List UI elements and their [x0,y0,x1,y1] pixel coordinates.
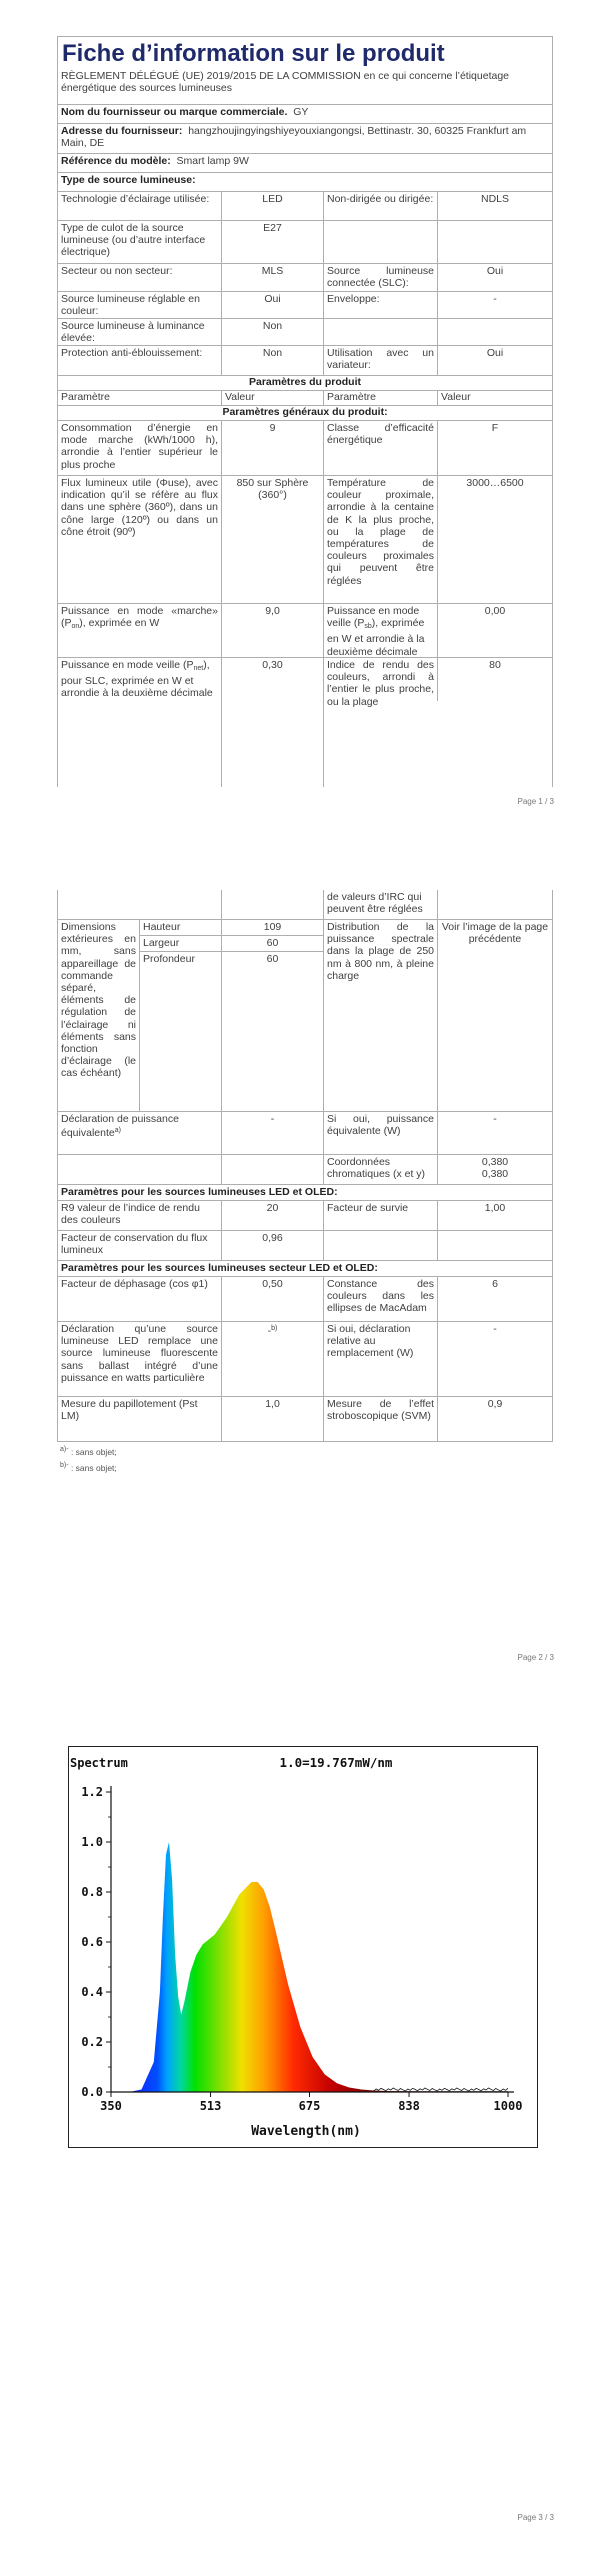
mains-row [58,1397,552,1442]
param-value: 6 [492,1278,498,1290]
type-row [58,264,552,292]
param-label: Si oui, déclaration relative au remplacement (W) [324,1322,438,1396]
supplier-name-label: Nom du fournisseur ou marque commerciale. [61,106,288,118]
model-ref-row [58,154,552,173]
param-value: 20 [222,1201,324,1230]
y-tick-label: 0.4 [81,1985,103,1999]
param-value: 850 sur Sphère (360°) [222,476,324,603]
supplier-address-value: hangzhoujingyingshiyeyouxiangongsi, Bettinastr. 30, 60325 Frankfurt am Main, DE [61,125,527,150]
param-label: Température de couleur proximale, arrondie à la centaine de K la plus proche, ou la plage de températures de couleurs proximales qui peuvent être réglées [324,476,438,603]
supplier-address-label: Adresse du fournisseur: [61,125,183,137]
x-tick-label: 1000 [493,2099,523,2113]
param-value: F [491,422,499,434]
param-label: Source lumineuse connectée (SLC): [324,264,438,291]
led-header-row [58,1185,552,1201]
y-tick-label: 1.0 [81,1835,103,1849]
dimension-name: Largeur [140,936,222,952]
dimensions-label: Dimensions extérieures en mm, sans appareillage de commande séparé, éléments de régulation de l’éclairage ni éléments sans fonction d’éclairage (le cas échéant) [58,920,140,1111]
param-label: Constance des couleurs dans les ellipses de MacAdam [324,1277,438,1321]
page-number: Page 2 / 3 [517,1653,554,1662]
supplier-name-row [58,105,552,124]
param-label: Facteur de conservation du flux lumineux [58,1231,222,1260]
param-value: 9 [222,421,324,475]
product-params-row [58,376,552,391]
param-value: 3000…6500 [466,477,524,489]
dimension-value: 60 [222,936,324,952]
param-label: Coordonnées chromatiques (x et y) [324,1155,438,1184]
y-tick-label: 0.6 [81,1935,103,1949]
param-label: Déclaration qu’une source lumineuse LED remplace une source lumineuse fluorescente sans ballast intégré d’une puissance en watts particulière [58,1322,222,1396]
param-value: 0,96 [222,1231,324,1260]
param-label: Si oui, puissance équivalente (W) [324,1112,438,1154]
param-label: Utilisation avec un variateur: [324,346,438,375]
supplier-name-value: GY [293,106,309,118]
general-params-row [58,406,552,421]
param-value: 0,30 [222,658,324,805]
param-value [438,319,552,345]
mains-header-row [58,1261,552,1277]
column-header: Paramètre [58,391,222,405]
param-value: 0,380 0,380 [481,1156,509,1181]
column-header: Valeur [222,391,324,405]
param-label: Puissance en mode «marche» $(P_{on})$, exprimée en W [58,604,222,657]
dimension-name: Hauteur [140,920,222,936]
param-label: Facteur de survie [324,1201,438,1230]
param-value: 80 [489,659,501,671]
supplier-address-row [58,124,552,154]
footnote-a: $^{a)-}$ : sans objet; [60,1446,117,1457]
column-header-row [58,391,552,406]
param-label: Source lumineuse à luminance élevée: [58,319,222,345]
param-value: Oui [486,265,504,277]
param-label: Source lumineuse réglable en couleur: [58,292,222,318]
param-value: Oui [486,347,504,359]
x-tick-label: 513 [199,2099,222,2113]
param-label [324,1231,438,1260]
chart-title: Spectrum [70,1756,128,1770]
param-label: R9 valeur de l’indice de rendu des couleurs [58,1201,222,1230]
param-value: -$^{b)}$ [222,1322,324,1396]
mains-params-heading: Paramètres pour les sources lumineuses secteur LED et OLED: [61,1262,378,1274]
param-label: Déclaration de puissance équivalente$^{a)}$ [58,1112,222,1154]
param-value: - [493,1113,497,1125]
x-axis-label: Wavelength(nm) [251,2124,361,2139]
led-row [58,1231,552,1261]
title-row [58,37,552,67]
param-row [58,476,552,604]
dimension-value: 109 [222,920,324,936]
param-label: de valeurs d’IRC qui peuvent être réglées [324,890,438,919]
param-value: LED [222,192,324,220]
column-header: Valeur [441,391,471,403]
regulation-row [58,69,552,105]
param-label [324,221,438,263]
param-label: Puissance en mode veille $(P_{sb})$, exprimée en W et arrondie à la deuxième décimale [324,604,438,657]
page-number: Page 1 / 3 [517,797,554,806]
param-label: Puissance en mode veille $(P_{net})$, pour SLC, exprimée en W et arrondie à la deuxième décimale [58,658,222,805]
param-label: Mesure de l’effet stroboscopique (SVM) [324,1397,438,1442]
param-value: Non [222,346,324,375]
dimensions-row [58,920,552,1112]
general-params-heading: Paramètres généraux du produit: [222,406,388,418]
mains-row [58,1322,552,1397]
param-row [58,421,552,476]
model-ref-label: Référence du modèle: [61,155,171,167]
type-row [58,221,552,264]
param-label [324,319,438,345]
model-ref-value: Smart lamp 9W [176,155,249,167]
dimension-value: 60 [222,952,324,1112]
param-label: Enveloppe: [324,292,438,318]
type-row [58,192,552,221]
param-label: Classe d’efficacité énergétique [324,421,438,475]
param-label: Protection anti-éblouissement: [58,346,222,375]
dimension-name: Profondeur [140,952,222,1112]
param-label: Distribution de la puissance spectrale dans la plage de 250 nm à 800 nm, à pleine charge [324,920,438,1111]
param-row [58,658,552,805]
param-value: MLS [222,264,324,291]
led-params-heading: Paramètres pour les sources lumineuses LED et OLED: [61,1186,338,1198]
param-value: Voir l’image de la page précédente [441,921,549,946]
regulation-text: RÈGLEMENT DÉLÉGUÉ (UE) 2019/2015 DE LA COMMISSION en ce qui concerne l’étiquetage énergétique des sources lumineuses [61,70,510,95]
footnote-b: $^{b)-}$ : sans objet; [60,1462,117,1473]
param-value: NDLS [480,193,509,205]
led-row [58,1201,552,1231]
type-row [58,346,552,376]
chart-annotation: 1.0=19.767mW/nm [279,1755,393,1770]
param-value: - [493,293,497,305]
param-value: 9,0 [222,604,324,657]
product-info-table [57,36,553,804]
page-title: Fiche d’information sur le produit [62,40,445,67]
page-number: Page 3 / 3 [517,2513,554,2522]
type-row [58,292,552,319]
mains-row [58,1277,552,1322]
param-value: - [222,1112,324,1154]
param-value: 0,00 [484,605,506,617]
param-value: Oui [222,292,324,318]
param-value [438,1231,552,1260]
light-source-type-heading: Type de source lumineuse: [61,174,196,186]
param-label: Facteur de déphasage (cos φ1) [58,1277,222,1321]
equiv-row [58,1112,552,1155]
product-params-heading: Paramètres du produit [248,376,362,388]
param-label: Indice de rendu des couleurs, arrondi à l’entier le plus proche, ou la plage [324,658,438,701]
param-value: 1,0 [222,1397,324,1442]
param-label: Type de culot de la source lumineuse (ou d’autre interface électrique) [58,221,222,263]
product-info-table-continued [57,890,553,1442]
param-label: Flux lumineux utile (Φuse), avec indication qu’il se réfère au flux dans une sphère (360º), dans un cône large (120º) ou dans un cône étroit (90º) [58,476,222,603]
param-value: E27 [222,221,324,263]
param-value: 0,9 [487,1398,503,1410]
param-value: Non [222,319,324,345]
chroma-row [58,1155,552,1185]
column-header: Paramètre [324,391,438,405]
param-value: 1,00 [484,1202,506,1214]
param-value: - [493,1323,497,1335]
light-source-type-row [58,173,552,192]
page-3 [0,1720,604,2560]
page-break-mask [56,787,554,827]
param-label: Mesure du papillotement (Pst LM) [58,1397,222,1442]
continuation-row [58,890,552,920]
param-label: Secteur ou non secteur: [58,264,222,291]
param-label: Non-dirigée ou dirigée: [324,192,438,220]
param-value [438,221,552,263]
y-tick-label: 0.8 [81,1885,103,1899]
page-2 [0,860,604,1700]
param-row [58,604,552,658]
page-1 [0,0,604,820]
x-tick-label: 675 [298,2099,321,2113]
x-tick-label: 838 [398,2099,420,2113]
param-label: Technologie d’éclairage utilisée: [58,192,222,220]
x-tick-label: 350 [100,2099,122,2113]
y-tick-label: 0.0 [81,2085,103,2099]
y-tick-label: 0.2 [81,2035,103,2049]
param-value: 0,50 [222,1277,324,1321]
type-row [58,319,552,346]
param-label: Consommation d’énergie en mode marche (kWh/1000 h), arrondie à l’entier supérieur le plus proche [58,421,222,475]
y-tick-label: 1.2 [81,1785,103,1799]
spectrum-chart [68,1746,538,2148]
